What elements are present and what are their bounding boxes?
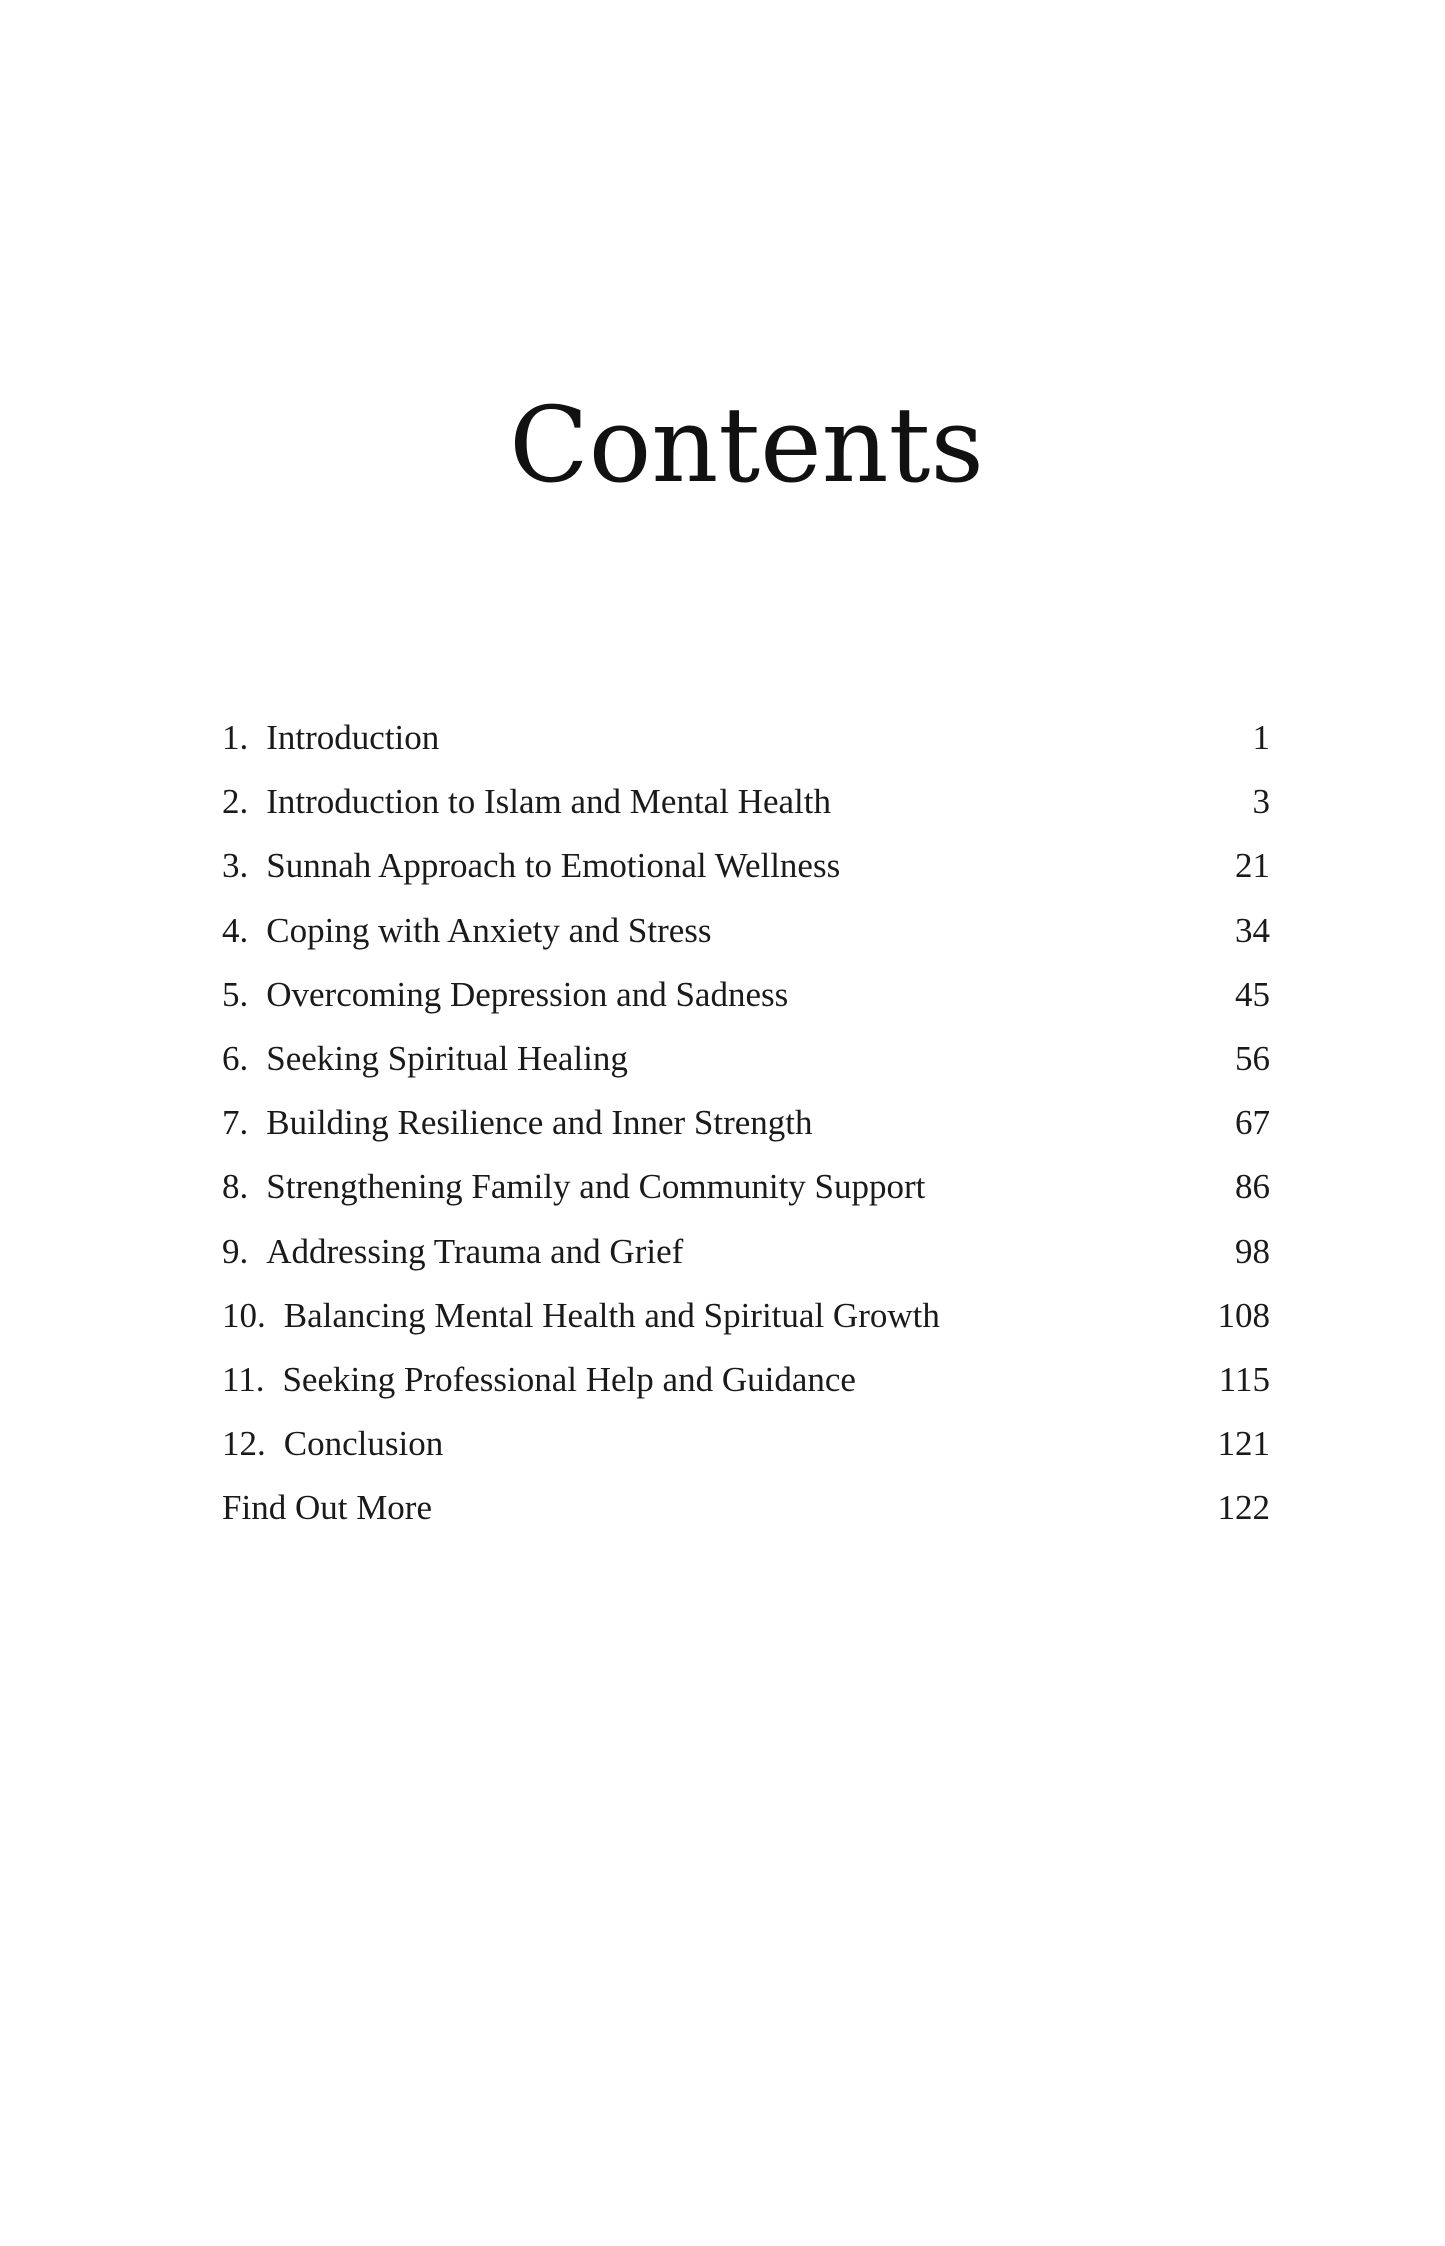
toc-entry-title: Overcoming Depression and Sadness bbox=[266, 974, 789, 1014]
toc-entry-title: Balancing Mental Health and Spiritual Growth bbox=[283, 1295, 940, 1335]
toc-entry[interactable] bbox=[222, 834, 1270, 898]
toc-entry-page: 21 bbox=[1235, 846, 1270, 886]
toc-entry-page: 122 bbox=[1217, 1488, 1270, 1528]
toc-entry-title: Coping with Anxiety and Stress bbox=[266, 910, 712, 950]
toc-entry-number: 8. bbox=[222, 1167, 249, 1207]
toc-entry[interactable] bbox=[222, 706, 1270, 770]
toc-entry-page: 108 bbox=[1217, 1295, 1270, 1335]
toc-entry-number: 6. bbox=[222, 1038, 249, 1078]
toc-entry-title: Introduction bbox=[266, 718, 440, 757]
toc-entry-page: 121 bbox=[1217, 1424, 1270, 1464]
toc-entry-number: 9. bbox=[222, 1231, 249, 1271]
toc-entry[interactable] bbox=[222, 1348, 1270, 1412]
toc-entry-number: 12. bbox=[222, 1424, 266, 1464]
toc-entry-page: 86 bbox=[1235, 1167, 1270, 1207]
toc-entry-title: Seeking Professional Help and Guidance bbox=[282, 1359, 856, 1399]
toc-entry-number: 7. bbox=[222, 1103, 249, 1143]
toc-entry[interactable] bbox=[222, 1220, 1270, 1284]
toc-entry-title: Sunnah Approach to Emotional Wellness bbox=[266, 846, 841, 886]
toc-entry-title: Find Out More bbox=[222, 1488, 432, 1528]
toc-entry-page: 56 bbox=[1235, 1038, 1270, 1078]
toc-entry[interactable] bbox=[222, 963, 1270, 1027]
toc-entry-number: 3. bbox=[222, 846, 249, 886]
toc-entry-number: 5. bbox=[222, 974, 249, 1014]
page-title: Contents bbox=[509, 384, 984, 506]
toc-entry[interactable] bbox=[222, 1284, 1270, 1348]
toc-entry[interactable] bbox=[222, 1091, 1270, 1155]
toc-entry-number: 1. bbox=[222, 718, 249, 757]
toc-entry-title: Conclusion bbox=[283, 1424, 444, 1464]
toc-entry-page: 115 bbox=[1218, 1359, 1270, 1399]
toc-entry-page: 67 bbox=[1235, 1103, 1270, 1143]
toc-entry[interactable] bbox=[222, 1412, 1270, 1476]
toc-entry-title: Strengthening Family and Community Support bbox=[266, 1167, 926, 1207]
toc-entry-page: 1 bbox=[1252, 718, 1270, 757]
toc-entry-title: Introduction to Islam and Mental Health bbox=[266, 782, 831, 822]
toc-entry-page: 3 bbox=[1252, 782, 1270, 822]
toc-entry[interactable] bbox=[222, 1027, 1270, 1091]
table-of-contents bbox=[222, 706, 1270, 1540]
toc-entry-page: 45 bbox=[1235, 974, 1270, 1014]
toc-entry-number: 4. bbox=[222, 910, 249, 950]
toc-entry[interactable] bbox=[222, 770, 1270, 834]
toc-entry-number: 10. bbox=[222, 1295, 266, 1335]
toc-entry-page: 98 bbox=[1235, 1231, 1270, 1271]
toc-entry[interactable] bbox=[222, 899, 1270, 963]
toc-entry-page: 34 bbox=[1235, 910, 1270, 950]
toc-entry[interactable] bbox=[222, 1476, 1270, 1540]
toc-entry-number: 2. bbox=[222, 782, 249, 822]
toc-entry-number: 11. bbox=[222, 1359, 265, 1399]
toc-entry[interactable] bbox=[222, 1155, 1270, 1219]
toc-entry-title: Addressing Trauma and Grief bbox=[266, 1231, 684, 1271]
toc-entry-title: Seeking Spiritual Healing bbox=[266, 1038, 628, 1078]
toc-entry-title: Building Resilience and Inner Strength bbox=[266, 1103, 813, 1143]
